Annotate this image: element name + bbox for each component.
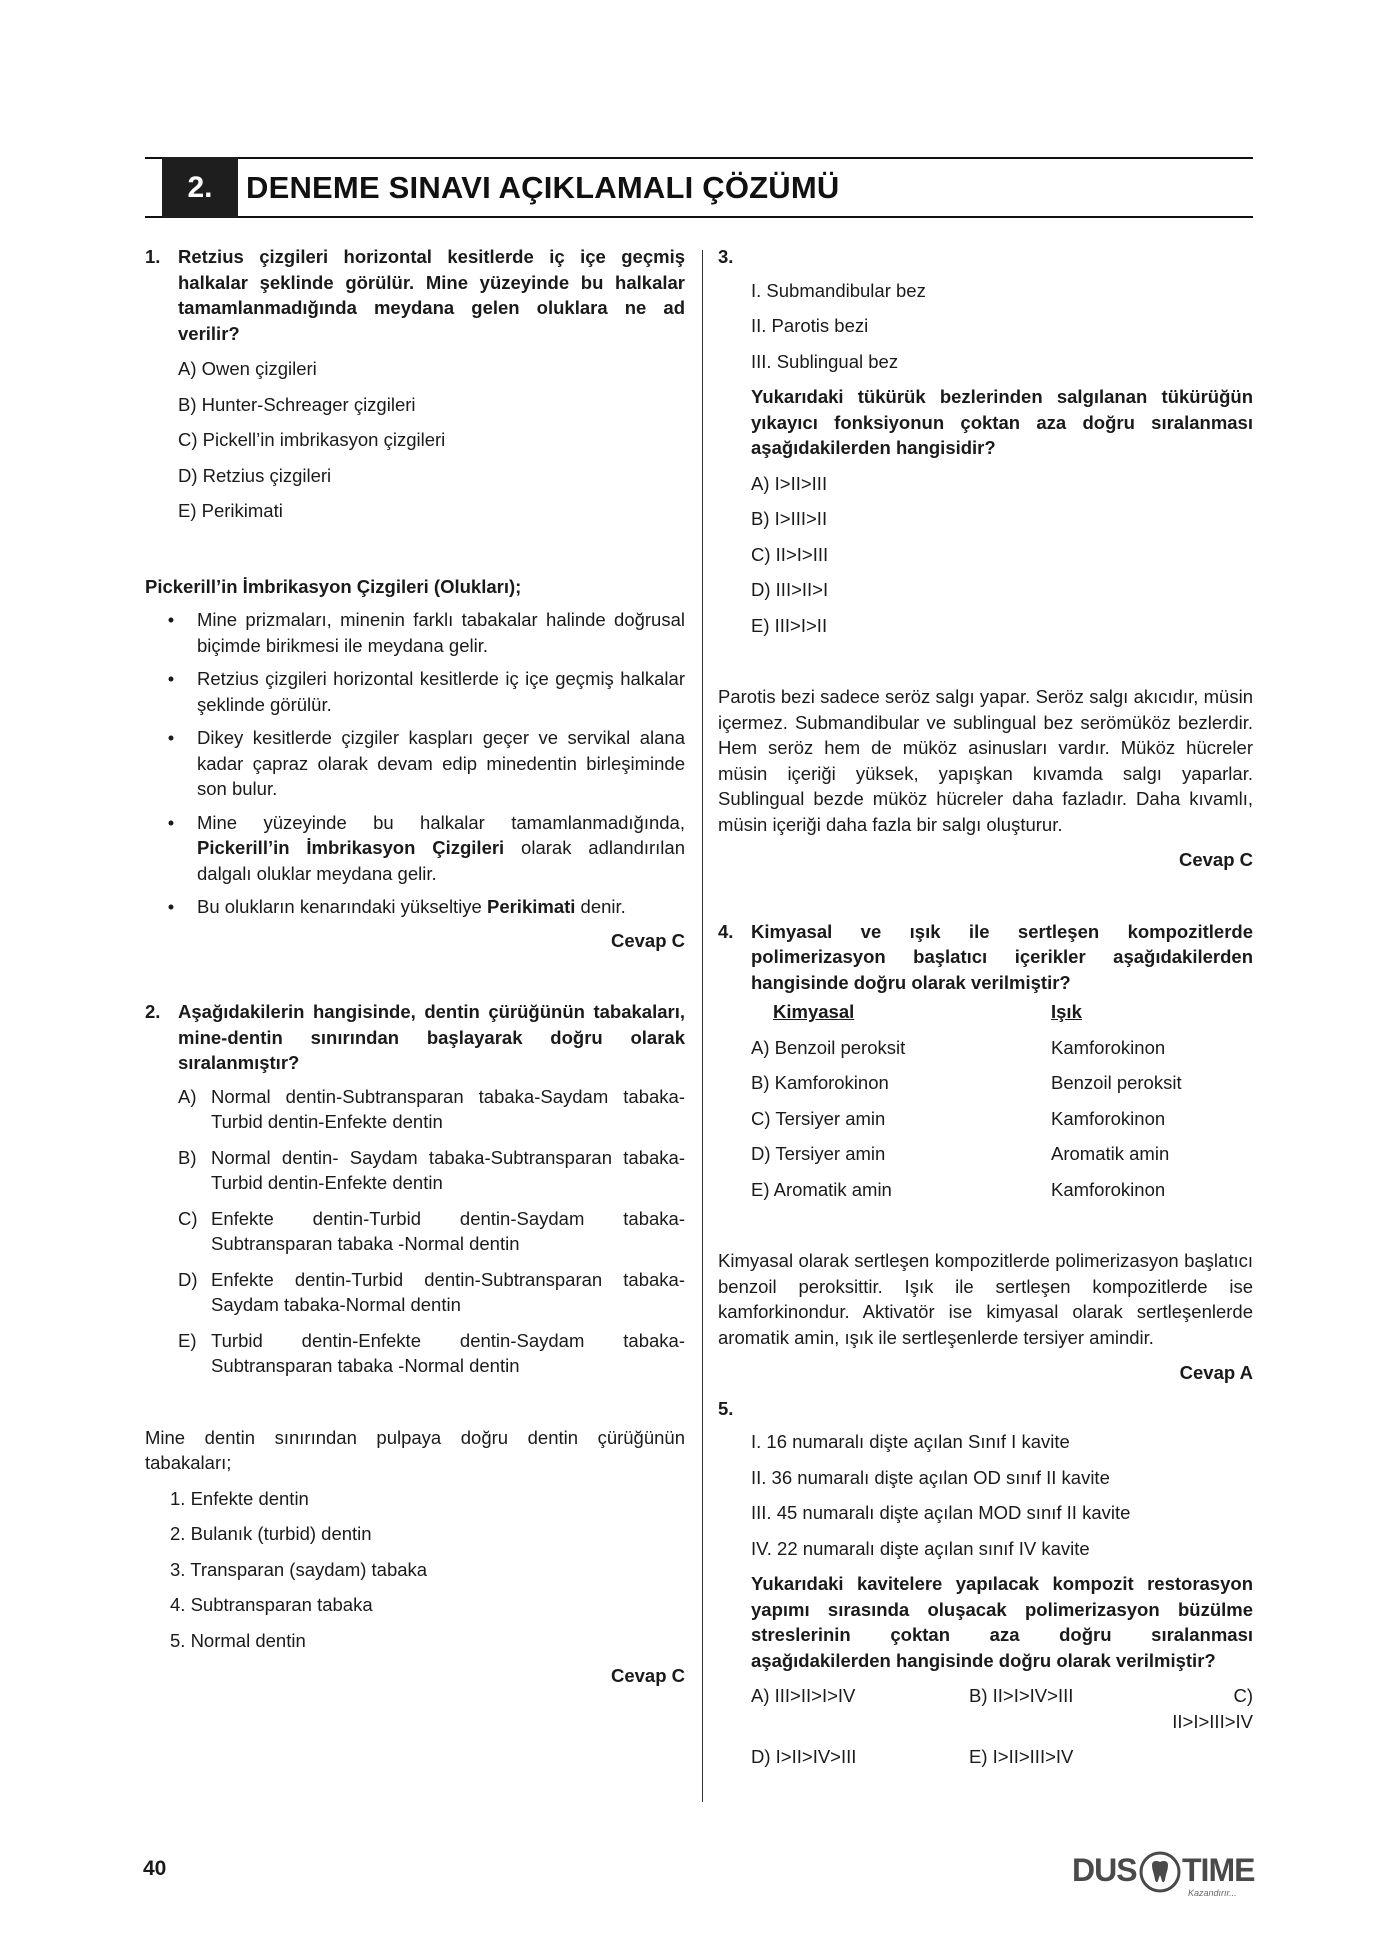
table-cell: E) Aromatik amin xyxy=(751,1178,892,1200)
page-title: DENEME SINAVI AÇIKLAMALI ÇÖZÜMÜ xyxy=(246,170,840,205)
table-cell: Benzoil peroksit xyxy=(1051,1072,1182,1093)
table-cell: A) Benzoil peroksit xyxy=(751,1036,906,1058)
column-header-isik: Işık xyxy=(1051,1001,1082,1022)
bullet-text-part: Mine yüzeyinde bu halkalar tamamlanmadığında, xyxy=(197,811,685,833)
option-text: Turbid dentin-Enfekte dentin-Saydam tabaka-Subtransparan tabaka -Normal dentin xyxy=(211,1329,685,1376)
option-b xyxy=(178,1145,685,1196)
question-text: Yukarıdaki kavitelere yapılacak kompozit restorasyon yapımı sırasında oluşacak polimerizasyon büzülme streslerinin çoktan aza doğru sıralanması aşağıdakilerden hangisinde doğru olarak verilmiştir? xyxy=(751,1573,1253,1671)
list-item: 3. Transparan (saydam) tabaka xyxy=(170,1558,428,1580)
column-header-kimyasal: Kimyasal xyxy=(773,1001,855,1022)
table-cell: D) Tersiyer amin xyxy=(751,1143,886,1164)
bullet-item xyxy=(145,810,685,887)
question-4 xyxy=(718,919,1253,996)
option-c: C) II>I>III>IV xyxy=(1172,1685,1253,1732)
question-number: 4. xyxy=(718,920,734,942)
answer-label: Cevap C xyxy=(610,1665,685,1686)
header-bottom-rule xyxy=(145,216,1253,218)
dustime-logo xyxy=(1070,1846,1260,1906)
header-top-rule xyxy=(145,157,1253,159)
column-divider xyxy=(702,250,703,1802)
question-1 xyxy=(145,244,685,346)
question-number: 1. xyxy=(145,246,161,267)
right-column xyxy=(718,244,1253,1770)
page-number: 40 xyxy=(143,1857,167,1880)
bullet-text xyxy=(197,810,685,887)
option-c: C) Pickell’in imbrikasyon çizgileri xyxy=(178,429,446,450)
question-number: 5. xyxy=(718,1397,734,1419)
table-row xyxy=(751,1141,1253,1167)
bullet-dot: • xyxy=(167,668,175,689)
question-3 xyxy=(718,244,1253,270)
table-header xyxy=(751,999,1253,1025)
table-cell: Aromatik amin xyxy=(1051,1143,1170,1164)
explanation-text: Parotis bezi sadece seröz salgı yapar. Seröz salgı akıcıdır, müsin içermez. Submandibular ve sublingual bez serömüköz bezlerdir. Hem seröz hem de müköz asinusları vardır. Müköz hücreler müsin içeriği yüksek, yapışkan kıvamda salgı yaparlar. Sublingual bezde müköz hücreler daha fazladır. Daha kıvamlı, müsin içeriği daha fazla bir salgı oluşturur. xyxy=(718,686,1253,835)
table-row xyxy=(751,1035,1253,1061)
option-b: B) I>III>II xyxy=(751,508,828,529)
logo-text-right: TIME xyxy=(1182,1852,1255,1888)
list-item: 5. Normal dentin xyxy=(170,1629,306,1651)
explanation-text: Mine dentin sınırından pulpaya doğru dentin çürüğünün tabakaları; xyxy=(145,1426,685,1473)
logo-text-left: DUS xyxy=(1072,1852,1137,1888)
explanation-heading: Pickerill’in İmbrikasyon Çizgileri (Olukları); xyxy=(145,575,522,597)
option-a: A) I>II>III xyxy=(751,472,828,494)
question-text: Retzius çizgileri horizontal kesitlerde iç içe geçmiş halkalar şeklinde görülür. Mine yüzeyinde bu halkalar tamamlanmadığında meydana gelen oluklara ne ad verilir? xyxy=(178,246,685,344)
option-a xyxy=(178,1084,685,1135)
option-text: Enfekte dentin-Turbid dentin-Subtransparan tabaka-Saydam tabaka-Normal dentin xyxy=(211,1268,685,1315)
tooth-icon xyxy=(1138,1850,1182,1894)
option-letter: C) xyxy=(178,1207,198,1229)
option-d: D) Retzius çizgileri xyxy=(178,464,332,486)
table-cell: Kamforokinon xyxy=(1051,1036,1166,1058)
option-letter: B) xyxy=(178,1146,197,1168)
left-column xyxy=(145,244,685,1689)
bullet-item xyxy=(145,725,685,802)
bullet-dot: • xyxy=(167,727,175,748)
option-letter: E) xyxy=(178,1329,197,1351)
statement-item: III. Sublingual bez xyxy=(751,350,899,372)
bullet-dot: • xyxy=(167,896,175,917)
statement-item: I. Submandibular bez xyxy=(751,279,926,301)
option-d: D) III>II>I xyxy=(751,579,829,600)
bullet-text: Retzius çizgileri horizontal kesitlerde iç içe geçmiş halkalar şeklinde görülür. xyxy=(197,668,685,715)
section-number-badge xyxy=(162,157,238,218)
option-letter: D) xyxy=(178,1268,198,1290)
bullet-text-part: olarak adlandırılan dalgalı oluklar meydana gelir. xyxy=(197,837,685,884)
question-number: 2. xyxy=(145,1001,161,1022)
question-5-items xyxy=(751,1429,1253,1673)
statement-item: II. Parotis bezi xyxy=(751,315,869,336)
question-1-options xyxy=(178,356,685,524)
option-c xyxy=(178,1206,685,1257)
option-c: C) II>I>III xyxy=(751,543,829,565)
question-text: Kimyasal ve ışık ile sertleşen kompozitlerde polimerizasyon başlatıcı içerikler aşağıdakilerden hangisinde doğru olarak verilmiştir? xyxy=(751,920,1253,993)
question-text: Yukarıdaki tükürük bezlerinden salgılanan tükürüğün yıkayıcı fonksiyonun çoktan aza doğru sıralanması aşağıdakilerden hangisidir? xyxy=(751,386,1253,458)
bullet-item xyxy=(145,894,685,920)
question-text: Aşağıdakilerin hangisinde, dentin çürüğünün tabakaları, mine-dentin sınırından başlayarak doğru olarak sıralanmıştır? xyxy=(178,1001,685,1073)
statement-item: IV. 22 numaralı dişte açılan sınıf IV kavite xyxy=(751,1537,1090,1559)
bullet-text xyxy=(197,894,685,920)
option-letter: A) xyxy=(178,1085,197,1107)
option-b: B) Hunter-Schreager çizgileri xyxy=(178,393,416,415)
question-5-options xyxy=(751,1673,1253,1770)
option-a: A) III>II>I>IV xyxy=(751,1685,856,1706)
table-row xyxy=(751,1177,1253,1203)
bullet-text-part: Bu olukların kenarındaki yükseltiye xyxy=(197,896,487,917)
list-item: 4. Subtransparan tabaka xyxy=(170,1594,373,1615)
bullet-text: Dikey kesitlerde çizgiler kaspları geçer ve servikal alana kadar çapraz olarak devam edip minedentin birleşiminde son bulur. xyxy=(197,727,685,799)
option-e xyxy=(178,1328,685,1379)
bullet-dot: • xyxy=(167,609,175,630)
logo-slogan: Kazandırır... xyxy=(1188,1888,1237,1898)
option-e: E) Perikimati xyxy=(178,500,283,521)
option-d xyxy=(178,1267,685,1318)
option-e: E) I>II>III>IV xyxy=(969,1746,1074,1767)
question-2-options xyxy=(178,1084,685,1379)
answer-label: Cevap C xyxy=(610,929,685,951)
explanation-bullets xyxy=(145,607,685,920)
option-a: A) Owen çizgileri xyxy=(178,358,317,379)
question-number: 3. xyxy=(718,246,734,267)
bullet-item xyxy=(145,666,685,717)
bullet-item xyxy=(145,607,685,658)
layer-list xyxy=(170,1486,685,1654)
table-row xyxy=(751,1070,1253,1096)
option-d: D) I>II>IV>III xyxy=(751,1746,857,1767)
option-text: Enfekte dentin-Turbid dentin-Saydam tabaka-Subtransparan tabaka -Normal dentin xyxy=(211,1207,685,1254)
bullet-dot: • xyxy=(167,811,175,833)
bullet-text-part: denir. xyxy=(575,896,626,917)
question-2 xyxy=(145,999,685,1076)
table-cell: Kamforokinon xyxy=(1051,1178,1166,1200)
option-text: Normal dentin- Saydam tabaka-Subtransparan tabaka-Turbid dentin-Enfekte dentin xyxy=(211,1146,685,1193)
list-item: 1. Enfekte dentin xyxy=(170,1487,309,1509)
option-text: Normal dentin-Subtransparan tabaka-Saydam tabaka-Turbid dentin-Enfekte dentin xyxy=(211,1085,685,1132)
question-5 xyxy=(718,1396,1253,1422)
answer-label: Cevap A xyxy=(1179,1362,1253,1383)
table-cell: Kamforokinon xyxy=(1051,1107,1166,1129)
bullet-emphasis: Perikimati xyxy=(486,896,576,917)
table-cell: B) Kamforokinon xyxy=(751,1072,889,1093)
table-cell: C) Tersiyer amin xyxy=(751,1107,886,1129)
list-item: 2. Bulanık (turbid) dentin xyxy=(170,1523,372,1544)
statement-item: II. 36 numaralı dişte açılan OD sınıf II kavite xyxy=(751,1466,1110,1488)
statement-item: III. 45 numaralı dişte açılan MOD sınıf II kavite xyxy=(751,1502,1131,1523)
question-3-items xyxy=(751,278,1253,639)
statement-item: I. 16 numaralı dişte açılan Sınıf I kavite xyxy=(751,1431,1070,1452)
bullet-emphasis: Pickerill’in İmbrikasyon Çizgileri xyxy=(197,837,505,858)
answer-label: Cevap C xyxy=(1178,849,1253,870)
section-number: 2. xyxy=(187,170,213,204)
option-b: B) II>I>IV>III xyxy=(969,1685,1074,1706)
option-table xyxy=(751,999,1253,1202)
bullet-text: Mine prizmaları, minenin farklı tabakalar halinde doğrusal biçimde birikmesi ile meydana gelir. xyxy=(197,609,685,656)
explanation-text: Kimyasal olarak sertleşen kompozitlerde polimerizasyon başlatıcı benzoil peroksittir. Işık ile sertleşen kompozitlerde ise kamforkinondur. Aktivatör ise kimyasal olarak sertleşenlerde aromatik amin, ışık ile sertleşenlerde tersiyer amindir. xyxy=(718,1250,1253,1348)
option-e: E) III>I>II xyxy=(751,614,828,636)
table-row xyxy=(751,1106,1253,1132)
